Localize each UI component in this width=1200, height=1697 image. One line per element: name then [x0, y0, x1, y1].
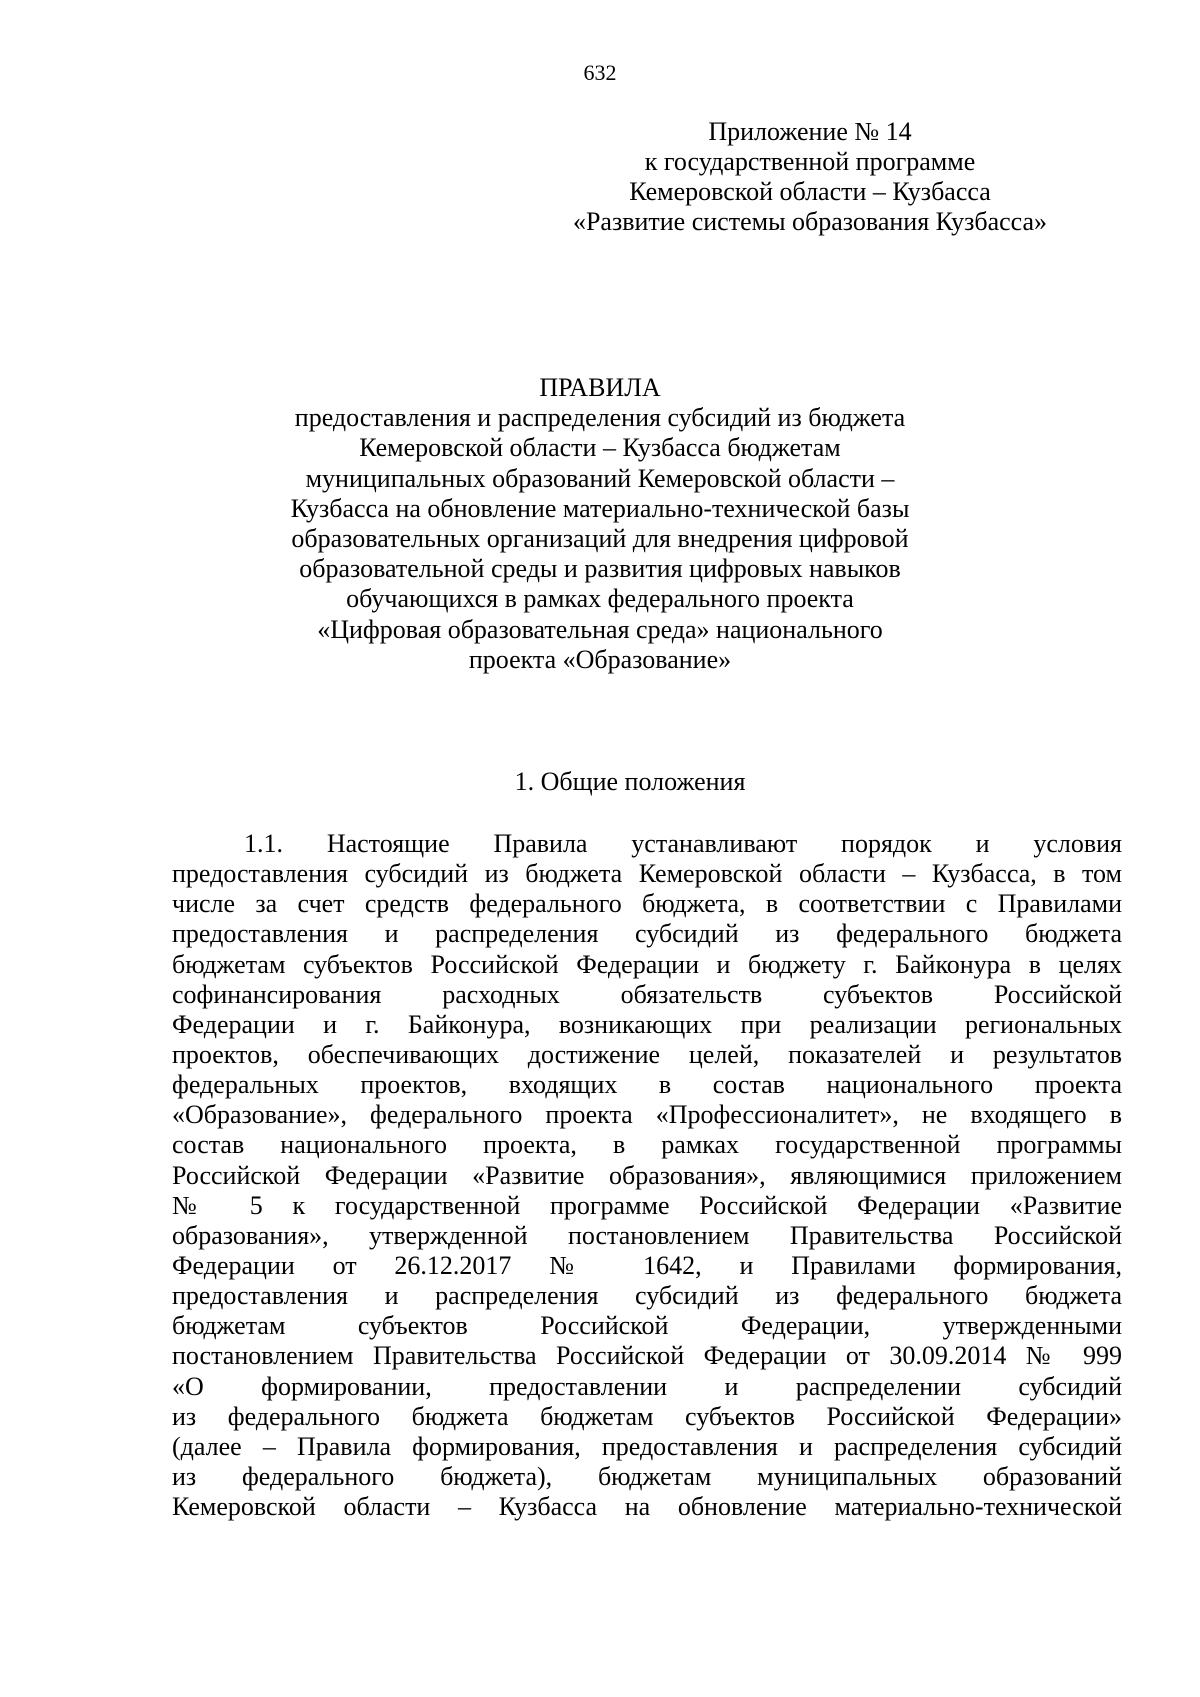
title-line: образовательных организаций для внедрения цифровой: [291, 524, 909, 554]
title-line: обучающихся в рамках федерального проекта: [346, 584, 854, 614]
page-number: 632: [583, 60, 617, 85]
title-line: муниципальных образований Кемеровской области –: [305, 463, 895, 493]
paragraph-line: предоставления и распределения субсидий из федерального бюджета: [172, 919, 1122, 949]
title-line: предоставления и распределения субсидий из бюджета: [294, 403, 906, 433]
paragraph-line: Федерации и г. Байконура, возникающих при реализации региональных: [172, 1009, 1122, 1039]
title-heading: ПРАВИЛА: [539, 373, 661, 402]
document-title: [230, 373, 970, 675]
paragraph-line: «Образование», федерального проекта «Профессионалитет», не входящего в: [172, 1100, 1122, 1130]
paragraph-line: Кемеровской области – Кузбасса на обновление материально-технической: [172, 1492, 1122, 1522]
paragraph-line: постановлением Правительства Российской Федерации от 30.09.2014 № 999: [172, 1341, 1122, 1371]
paragraph-line: бюджетам субъектов Российской Федерации и бюджету г. Байконура в целях: [172, 949, 1122, 979]
paragraph-line: состав национального проекта, в рамках государственной программы: [172, 1130, 1122, 1160]
paragraph-line: предоставления субсидий из бюджета Кемеровской области – Кузбасса, в том: [172, 859, 1122, 889]
paragraph-line: федеральных проектов, входящих в состав национального проекта: [172, 1070, 1122, 1100]
paragraph-line: из федерального бюджета), бюджетам муниципальных образований: [172, 1461, 1122, 1491]
appendix-header: [560, 117, 1060, 237]
paragraph-line: из федерального бюджета бюджетам субъектов Российской Федерации»: [172, 1401, 1122, 1431]
paragraph-line: 1.1. Настоящие Правила устанавливают порядок и условия: [244, 829, 1122, 858]
paragraph-line: бюджетам субъектов Российской Федерации, утвержденными: [172, 1311, 1122, 1341]
paragraph-line: Российской Федерации «Развитие образования», являющимися приложением: [172, 1160, 1122, 1190]
title-line: проекта «Образование»: [468, 644, 732, 674]
title-line: образовательной среды и развития цифровых навыков: [299, 554, 901, 584]
title-line: Кузбасса на обновление материально-технической базы: [290, 493, 910, 523]
appendix-line: «Развитие системы образования Кузбасса»: [572, 207, 1048, 236]
appendix-line: к государственной программе: [644, 147, 976, 176]
title-line: Кемеровской области – Кузбасса бюджетам: [359, 433, 841, 463]
paragraph-line: (далее – Правила формирования, предоставления и распределения субсидий: [172, 1431, 1122, 1461]
section-heading: 1. Общие положения: [514, 767, 746, 796]
appendix-line: Приложение № 14: [708, 117, 912, 146]
paragraph-line: образования», утвержденной постановлением Правительства Российской: [172, 1220, 1122, 1250]
paragraph-line: № 5 к государственной программе Российской Федерации «Развитие: [172, 1190, 1122, 1220]
paragraph-line: предоставления и распределения субсидий из федерального бюджета: [172, 1281, 1122, 1311]
paragraph-line: числе за счет средств федерального бюджета, в соответствии с Правилами: [172, 889, 1122, 919]
appendix-line: Кемеровской области – Кузбасса: [629, 177, 991, 206]
paragraph-line: «О формировании, предоставлении и распределении субсидий: [172, 1371, 1122, 1401]
paragraph-1-1: [172, 829, 1122, 1522]
paragraph-line: проектов, обеспечивающих достижение целей, показателей и результатов: [172, 1039, 1122, 1069]
title-line: «Цифровая образовательная среда» национального: [317, 614, 883, 644]
paragraph-line: софинансирования расходных обязательств субъектов Российской: [172, 979, 1122, 1009]
paragraph-line: Федерации от 26.12.2017 № 1642, и Правилами формирования,: [172, 1250, 1122, 1280]
